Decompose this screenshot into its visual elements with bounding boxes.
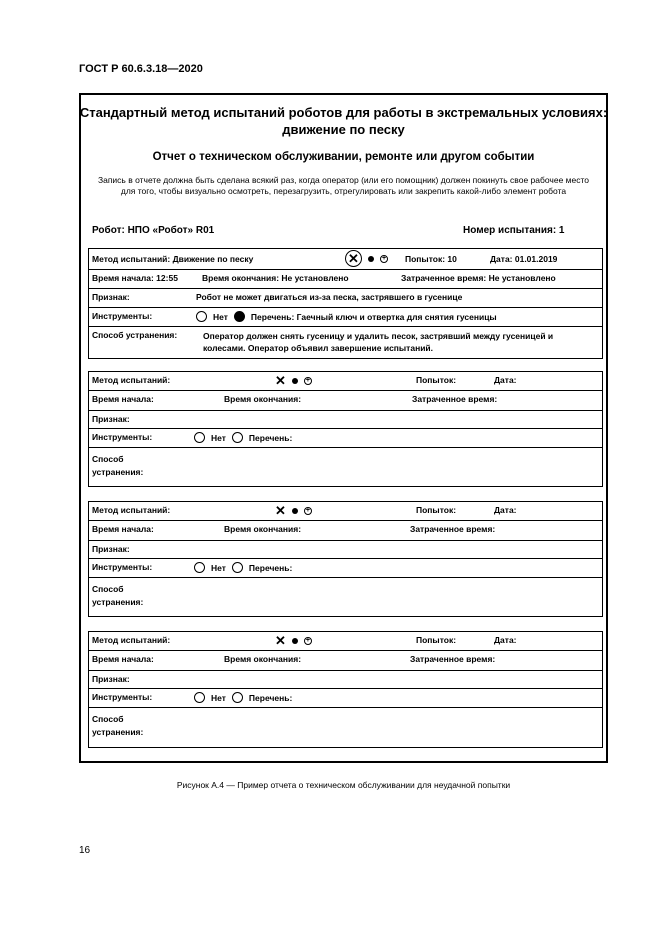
time-row [89,270,602,289]
tools-row [89,308,602,327]
result-symbols [275,505,312,516]
filled-record [88,248,603,359]
start-time-field: Время начала: [92,524,154,534]
fail-x-icon: ✕ [275,503,286,518]
attempt-field: Попыток: 10 [405,254,457,264]
pause-dot-icon [292,508,298,514]
tools-label: Инструменты: [92,562,153,572]
date-field: Дата: [494,505,517,515]
start-time-field: Время начала: 12:55 [92,273,178,283]
robot-label: Робот: НПО «Робот» R01 [92,225,215,236]
spent-time-field: Затраченное время: Не установлено [401,273,556,283]
no-radio-icon[interactable] [194,692,205,703]
date-field: Дата: [494,635,517,645]
tools-row [89,429,602,448]
attempt-field: Попыток: [416,635,457,645]
list-radio-icon[interactable] [232,432,243,443]
sign-label: Признак: [92,292,130,302]
fix-label-2: устранения: [92,597,144,607]
tools-options [194,562,292,573]
fix-value: Оператор должен снять гусеницу и удалить песок, застрявший между гусеницей и колесами. Оператор объявил завершение испытаний. [203,331,554,353]
time-row [89,391,602,411]
method-row [89,632,602,651]
pause-dot-icon [292,378,298,384]
list-label: Перечень: [248,432,293,443]
attempt-field: Попыток: [416,375,457,385]
spent-time-field: Затраченное время: [412,394,498,404]
fail-circled-x-icon: ✕ [345,250,362,267]
no-radio-icon[interactable] [196,311,207,322]
blank-record-3 [88,631,603,748]
tools-label: Инструменты: [92,311,153,321]
list-radio-selected-icon[interactable] [234,311,245,322]
end-time-field: Время окончания: [224,394,302,404]
pause-dot-icon [292,638,298,644]
tools-row [89,689,602,708]
sign-label: Признак: [92,414,130,424]
start-time-field: Время начала: [92,394,154,404]
fail-x-icon: ✕ [275,373,286,388]
pause-dot-icon [368,256,374,262]
fix-label-2: устранения: [92,467,144,477]
fix-row [89,327,602,360]
sign-label: Признак: [92,544,130,554]
method-row [89,502,602,521]
tools-label: Инструменты: [92,692,153,702]
fix-label-2: устранения: [92,727,144,737]
time-row [89,521,602,541]
start-time-field: Время начала: [92,654,154,664]
fix-row [89,448,602,486]
fail-x-icon: ✕ [275,633,286,648]
end-time-field: Время окончания: [224,654,302,664]
time-row [89,651,602,671]
figure-caption: Рисунок А.4 — Пример отчета о техническом обслуживании для неудачной попытки [176,780,511,790]
fix-label-1: Способ [92,584,124,594]
tools-options [194,432,292,443]
success-plus-icon: + [305,507,310,514]
spent-time-field: Затраченное время: [410,654,496,664]
no-label: Нет [211,562,226,573]
no-radio-icon[interactable] [194,432,205,443]
method-row [89,249,602,270]
end-time-field: Время окончания: Не установлено [202,273,349,283]
tools-label: Инструменты: [92,432,153,442]
sign-label: Признак: [92,674,130,684]
form-note: Запись в отчете должна быть сделана всякий раз, когда оператор (или его помощник) должен покинуть свое рабочее место для того, чтобы визуально осмотреть, перезагрузить, отрегулировать или закрепить какой-либо элемент робота [97,175,590,196]
document-header: ГОСТ Р 60.6.3.18—2020 [79,63,203,75]
date-field: Дата: [494,375,517,385]
no-label: Нет [211,432,226,443]
no-radio-icon[interactable] [194,562,205,573]
result-symbols [345,250,388,267]
method-field: Метод испытаний: [92,375,171,385]
fix-row [89,708,602,747]
tools-row [89,559,602,578]
date-field: Дата: 01.01.2019 [490,254,558,264]
sign-row [89,289,602,308]
method-row [89,372,602,391]
form-subtitle: Отчет о техническом обслуживании, ремонте или другом событии [152,151,535,163]
method-field: Метод испытаний: Движение по песку [92,254,254,264]
fix-label-1: Способ [92,454,124,464]
form-title: Стандартный метод испытаний роботов для работы в экстремальных условиях: движение по песку [79,105,608,137]
method-field: Метод испытаний: [92,505,171,515]
sign-value: Робот не может двигаться из-за песка, застрявшего в гусенице [196,292,463,302]
fix-label: Способ устранения: [92,330,178,340]
no-label: Нет [211,692,226,703]
success-plus-icon: + [305,637,310,644]
spent-time-field: Затраченное время: [410,524,496,534]
end-time-field: Время окончания: [224,524,302,534]
tools-options [194,692,292,703]
sign-row [89,411,602,429]
success-plus-icon: + [305,377,310,384]
sign-row [89,541,602,559]
fix-row [89,578,602,616]
tools-options [196,311,497,322]
list-label: Перечень: [248,692,293,703]
success-plus-icon: + [381,255,387,262]
list-radio-icon[interactable] [232,562,243,573]
method-field: Метод испытаний: [92,635,171,645]
test-number-label: Номер испытания: 1 [463,225,565,236]
result-symbols [275,635,312,646]
blank-record-1 [88,371,603,487]
list-radio-icon[interactable] [232,692,243,703]
page-number: 16 [79,845,91,856]
no-label: Нет [213,311,228,322]
list-value: Перечень: Гаечный ключ и отвертка для снятия гусеницы [250,311,497,322]
blank-record-2 [88,501,603,617]
sign-row [89,671,602,689]
fix-label-1: Способ [92,714,124,724]
result-symbols [275,375,312,386]
list-label: Перечень: [248,562,293,573]
attempt-field: Попыток: [416,505,457,515]
